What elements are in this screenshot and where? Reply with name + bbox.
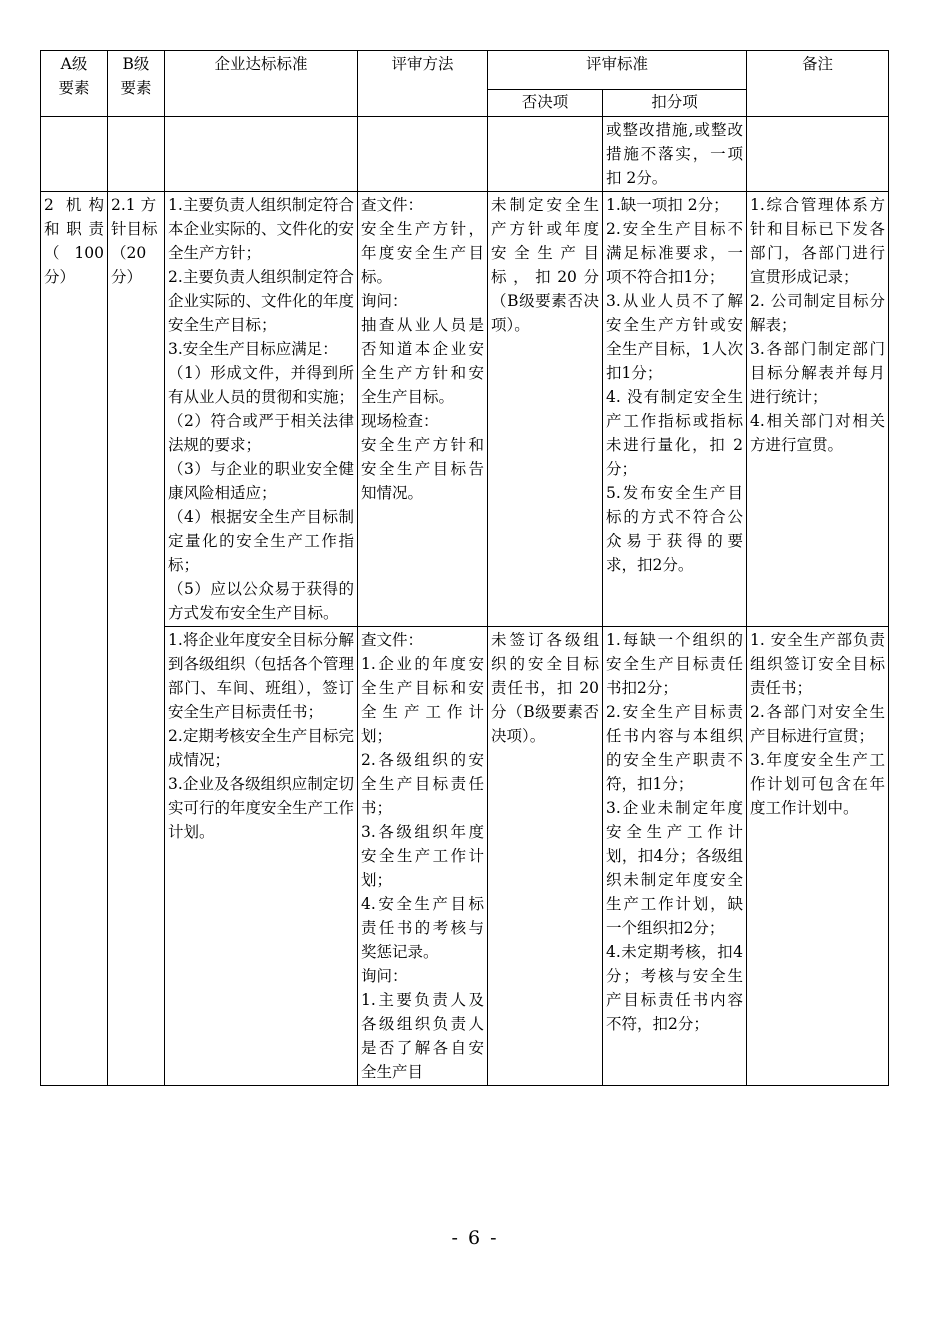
cont-veto-cell [488, 117, 603, 192]
header-standard: 企业达标标准 [165, 51, 358, 117]
cont-b-cell [108, 117, 165, 192]
header-veto: 否决项 [488, 90, 603, 117]
header-deduct: 扣分项 [603, 90, 747, 117]
standard-cell: 1.主要负责人组织制定符合本企业实际的、文件化的安全生产方针； 2.主要负责人组织制定符合企业实际的、文件化的年度安全生产目标； 3.安全生产目标应满足： （1）形成文件，并得到所有从业人员的贯彻和实施； （2）符合或严于相关法律法规的要求； （3）与企业的职业安全健康风险相适应； （4）根据安全生产目标制定量化的安全生产工作指标； （5）应以公众易于获得的方式发布安全生产目标。 [165, 192, 358, 627]
header-criteria: 评审标准 [488, 51, 747, 90]
header-a-level: A级 要素 [41, 51, 108, 117]
deduct-cell: 1.每缺一个组织的安全生产目标责任书扣2分； 2.安全生产目标责任书内容与本组织的安全生产职责不符，扣1分； 3.企业未制定年度安全生产工作计划，扣4分；各级组织未制定年度安全生产工作计划，缺一个组织扣2分； 4.未定期考核，扣4分；考核与安全生产目标责任书内容不符，扣2分； [603, 627, 747, 1086]
standards-table [40, 50, 889, 1086]
header-b-level: B级 要素 [108, 51, 165, 117]
veto-cell: 未签订各级组织的安全目标责任书，扣 20分（B级要素否决项）。 [488, 627, 603, 1086]
table-row [41, 627, 889, 1086]
method-cell: 查文件： 安全生产方针，年度安全生产目标。 询问： 抽查从业人员是否知道本企业安全生产方针和安全生产目标。 现场检查： 安全生产方针和安全生产目标告知情况。 [358, 192, 488, 627]
header-note: 备注 [747, 51, 889, 117]
standard-cell: 1.将企业年度安全目标分解到各级组织（包括各个管理部门、车间、班组），签订安全生产目标责任书； 2.定期考核安全生产目标完成情况； 3.企业及各级组织应制定切实可行的年度安全生产工作计划。 [165, 627, 358, 1086]
page-number: - 6 - [451, 1227, 499, 1249]
note-cell: 1. 安全生产部负责组织签订安全目标责任书； 2.各部门对安全生产目标进行宣贯； 3.年度安全生产工作计划可包含在年度工作计划中。 [747, 627, 889, 1086]
cont-standard-cell [165, 117, 358, 192]
veto-cell: 未制定安全生产方针或年度安全生产目标，扣20分（B级要素否决项）。 [488, 192, 603, 627]
cont-note-cell [747, 117, 889, 192]
table-row [41, 117, 889, 192]
cont-method-cell [358, 117, 488, 192]
header-method: 评审方法 [358, 51, 488, 117]
table-row [41, 192, 889, 627]
a-element-cell: 2 机构和职责（ 100分） [41, 192, 108, 1086]
method-cell: 查文件： 1.企业的年度安全生产目标和安全生产工作计划； 2.各级组织的安全生产目标责任书； 3.各级组织年度安全生产工作计划； 4.安全生产目标责任书的考核与奖惩记录。 询问： 1.主要负责人及各级组织负责人是否了解各自安全生产目 [358, 627, 488, 1086]
cont-deduct-cell: 或整改措施,或整改措施不落实，一项扣 2分。 [603, 117, 747, 192]
deduct-cell: 1.缺一项扣 2分； 2.安全生产目标不满足标准要求，一项不符合扣1分； 3.从业人员不了解安全生产方针或安全生产目标，1人次扣1分； 4. 没有制定安全生产工作指标或指标未进行量化，扣 2分； 5.发布安全生产目标的方式不符合公众易于获得的要求，扣2分。 [603, 192, 747, 627]
cont-a-cell [41, 117, 108, 192]
note-cell: 1.综合管理体系方针和目标已下发各部门，各部门进行宣贯形成记录； 2. 公司制定目标分解表； 3.各部门制定部门目标分解表并每月进行统计； 4.相关部门对相关方进行宣贯。 [747, 192, 889, 627]
b-element-cell: 2.1 方针目标（20分） [108, 192, 165, 1086]
